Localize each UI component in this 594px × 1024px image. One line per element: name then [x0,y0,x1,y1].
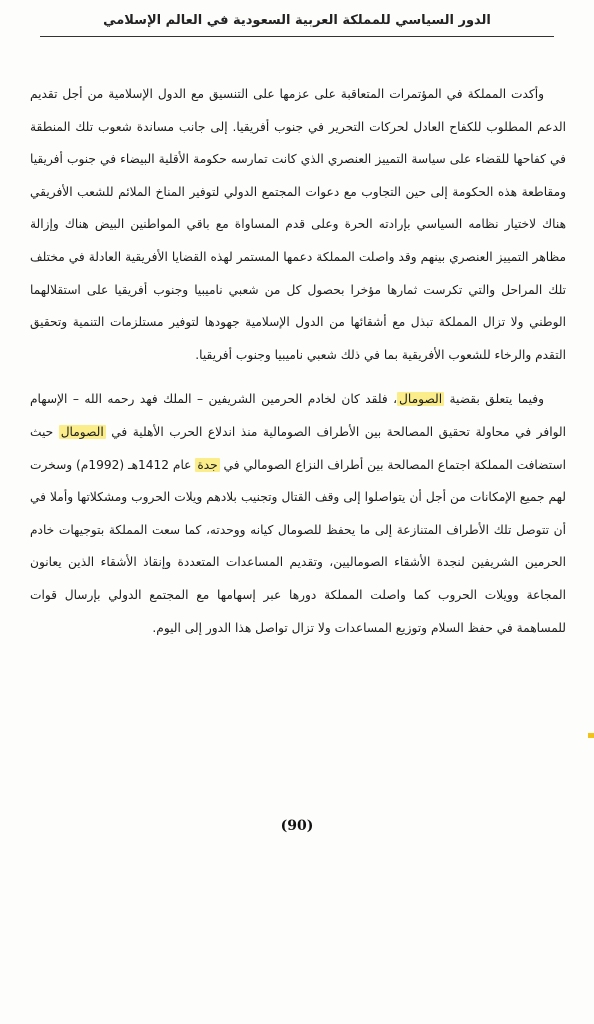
text-segment: ، فلقد كان لخادم الحرمين الشريفين – الملك فهد رحمه الله – الإسهام الوافر في محاولة تحقيق المصالحة بين الأطراف الصومالية منذ اندلاع الحرب الأهلية في [30,392,566,439]
paragraph-south-africa: وأكدت المملكة في المؤتمرات المتعاقبة على عزمها على التنسيق مع الدول الإسلامية من أجل تقديم الدعم المطلوب للكفاح العادل لحركات التحرير في جنوب أفريقيا. إلى جانب مساندة شعوب تلك المنطقة في كفاحها للقضاء على سياسة التمييز العنصري الذي كانت تمارسه حكومة الأقلية البيضاء في جنوب أفريقيا ومقاطعة هذه الحكومة إلى حين التجاوب مع دعوات المجتمع الدولي لتوفير المناخ الملائم للشعب الأفريقي هناك لاختيار نظامه السياسي بإرادته الحرة وعلى قدم المساواة مع باقي المواطنين البيض هناك وإزالة مظاهر التمييز العنصري بينهم وقد واصلت المملكة دعمها المستمر لهذه القضايا الأفريقية العادلة في مختلف تلك المراحل والتي تكرست ثمارها مؤخرا بحصول كل من شعبي ناميبيا وجنوب أفريقيا على استقلالهما الوطني ولا تزال المملكة تبذل مع أشقائها من الدول الإسلامية جهودها لتوفير مستلزمات التنمية وتحقيق التقدم والرخاء للشعوب الأفريقية بما في ذلك شعبي ناميبيا وجنوب أفريقيا. [30,87,566,362]
text-segment: عام 1412هـ (1992م) وسخرت لهم جميع الإمكانات من أجل أن يتواصلوا إلى وقف القتال وتجنيب بلادهم ويلات الحروب ومشكلاتها وأملا في أن تتوصل تلك الأطراف المتنازعة إلى ما يحفظ للصومال كيانه ووحدته، كما سعت المملكة بتوجيهات خادم الحرمين الشريفين لنجدة الأشقاء الصوماليين، وتقديم المساعدات المتعددة وإنقاذ الأشقاء الذين يعانون المجاعة وويلات الحروب كما واصلت المملكة دورها عبر إسهامها مع المجتمع الدولي بإرسال قوات للمساهمة في حفظ السلام وتوزيع المساعدات ولا تزال تواصل هذا الدور إلى اليوم. [30,457,566,635]
highlight-somalia: الصومال [60,424,104,439]
text-segment: وفيما يتعلق بقضية [444,392,544,407]
page-body [30,78,566,644]
edge-tab-marker [588,733,594,738]
paragraph-somalia [30,383,566,644]
text-segment: حيث استضافت المملكة اجتماع المصالحة بين أطراف النزاع الصومالي في [30,424,566,472]
header-divider [40,36,554,37]
running-header: الدور السياسي للمملكة العربية السعودية في العالم الإسلامي [103,13,491,28]
highlight-somalia: الصومال [399,392,443,407]
highlight-jeddah: جدة [197,457,218,472]
page-number: (90) [280,818,314,834]
